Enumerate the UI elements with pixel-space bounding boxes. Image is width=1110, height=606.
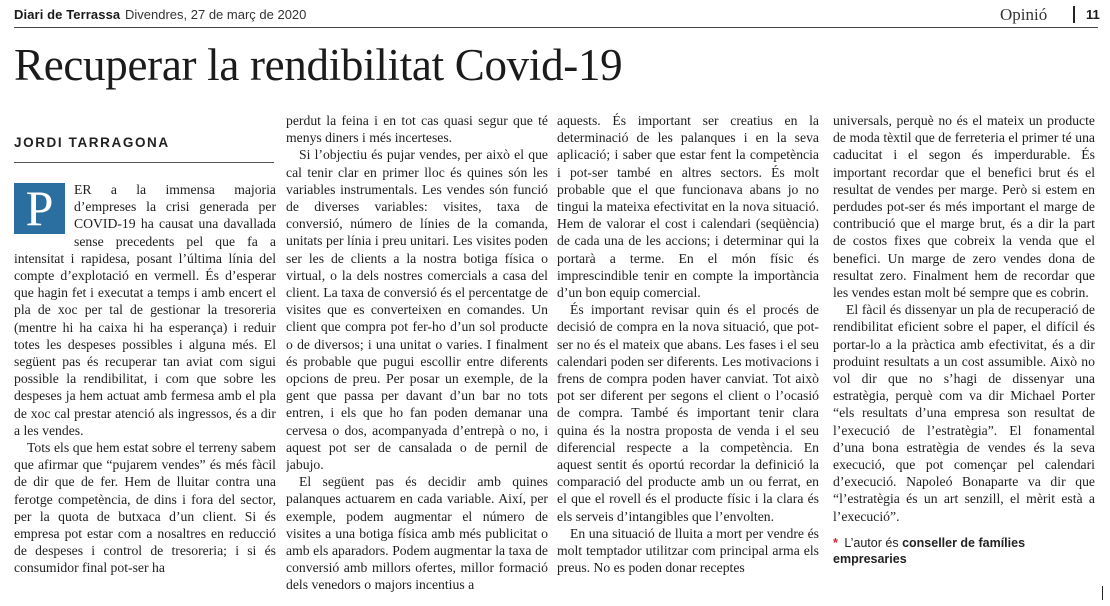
note-marker: * [833, 535, 838, 550]
article-column-1 [14, 181, 276, 601]
article-paragraph: En una situació de lluita a mort per vendre és molt temptador utilitzar com principal arma els preus. No es poden donar receptes [557, 525, 819, 576]
article-paragraph: El següent pas és decidir amb quines palanques actuarem en cada variable. Així, per exemple, podem augmentar el número de visites a una botiga física amb més publicitat o amb els aparadors. Podem augmentar la taxa de conversió amb millors ofertes, millor formació dels venedors o majors incentius a [286, 474, 548, 593]
note-prefix: L’autor és [844, 535, 899, 550]
article-paragraph: aquests. És important ser creatius en la determinació de les palanques i en la seva aplicació; i saber que estar fent la competència i pot-ser també en altres sectors. És molt probable que el que funcionava abans jo no tingui la mateixa efectivitat en la nova situació. Hem de valorar el cost i calendari (seqüència) de cada una de les accions; i determinar qui la portarà a terme. En el món físic és imprescindible tenir en compte la importància d’un bon equip comercial. [557, 113, 819, 301]
article-column-2 [286, 112, 548, 604]
article-author: JORDI TARRAGONA [14, 135, 170, 150]
author-note [833, 535, 1095, 567]
article-column-4 [833, 112, 1095, 604]
masthead [14, 4, 1106, 26]
section-name: Opinió [1000, 5, 1048, 24]
masthead-divider [1073, 6, 1075, 23]
article-paragraph: perdut la feina i en tot cas quasi segur que té menys diners i més incerteses. [286, 113, 548, 146]
drop-cap: P [14, 183, 65, 234]
page-edge-mark [1102, 586, 1103, 600]
masthead-rule [14, 27, 1098, 28]
paragraph-text: ER a la immensa majoria d’empreses la crisi generada per COVID-19 ha causat una davallada sense precedents pel que fa a intensitat i rapidesa, posant l’última línia del compte d’explotació en vermell. És d’esperar que hagin fet i executat a temps i amb encert el pla de xoc per tal de gestionar la tresoreria (mentre hi ha caixa hi ha esperança) i reduir totes les despeses possibles i alguna més. El següent pas és recuperar tan aviat com sigui possible la rendibilitat, i com que sobre les despeses ja hem actuat amb fermesa amb el pla de xoc cal prestar atenció als ingressos, és a dir a les vendes. [14, 182, 276, 438]
article-column-3 [557, 112, 819, 604]
article-paragraph: El fàcil és dissenyar un pla de recuperació de rendibilitat eficient sobre el paper, el difícil és portar-lo a la pràctica amb efectivitat, és a dir produint resultats a un cost assumible. Això no vol dir que no s’hagi de dissenyar una estratègia, perquè com va dir Michael Porter “els resultats d’una empresa son resultat de l’execució de l’estratègia”. El fonamental d’una bona estratègia de vendes és la seva execució, que pot començar pel calendari d’execució. Napoleó Bonaparte va dir que “l’estratègia és un art senzill, el mèrit està a l’execució”. [833, 302, 1095, 524]
author-rule [14, 162, 274, 163]
article-paragraph [14, 181, 276, 439]
article-paragraph: Si l’objectiu és pujar vendes, per això el que cal tenir clar en primer lloc és quines són les variables instrumentals. Les vendes són funció de diverses variables: visites, taxa de conversió, número de línies de la comanda, unitats per línia i preu unitari. Les visites poden ser les de clients a la nostra botiga física o virtual, o la dels nostres comercials a casa del client. La taxa de conversió és el percentatge de visites que es converteixen en comandes. Un client que compra pot fer-ho d’un sol producte o de diversos; i una unitat o varies. I finalment és probable que pugui escollir entre diferents opcions de preu. Per posar un exemple, de la gent que passa per davant d’un bar no tots entren, i els que ho fan poden demanar una cervesa o dos, acompanyada d’entrepà o no, i aquest pot ser de cansalada o de pernil de jabujo. [286, 147, 548, 473]
newspaper-name: Diari de Terrassa [14, 7, 121, 22]
issue-date: Divendres, 27 de març de 2020 [125, 7, 307, 22]
page-number: 11 [1086, 7, 1100, 22]
article-paragraph: És important revisar quin és el procés de decisió de compra en la nova situació, que pot-ser no és el mateix que abans. Les fases i el seu calendari poden ser diferents. Les motivacions i frens de compra poden haver canviat. Tot això pot ser diferent per segons el client o l’ocasió de compra. També és important tenir clara quina és la nostra proposta de venda i el seu diferencial respecte a la competència. En aquest sentit és oportú recordar la definició la comparació del producte amb un ou ferrat, en el que el rovell és el producte físic i la clara és els serveis d’intangibles que l’envolten. [557, 302, 819, 524]
article-paragraph: universals, perquè no és el mateix un producte de moda tèxtil que de ferreteria el primer té una caducitat i el segon és imperdurable. És important recordar que el benefici brut és el resultat de vendes per marge. Però si estem en perdudes pot-ser és més important el marge de contribució que el marge brut, és a dir la part de costos fixes que cobreix la venda que el benefici. Un marge de zero vendes dona de resultat zero. Finalment hem de recordar que les vendes estan molt bé sempre que es cobrin. [833, 113, 1095, 301]
article-paragraph: Tots els que hem estat sobre el terreny sabem que afirmar que “pujarem vendes” és més fàcil de dir que de fer. Hem de lluitar contra una ferotge competència, de dins i fora del sector, per la quota de butxaca d’un client. Si és empresa pot estar com a nosaltres en reducció de despeses i control de tresoreria; i si és consumidor final pot-ser ha [14, 440, 276, 576]
article-headline: Recuperar la rendibilitat Covid-19 [14, 40, 623, 90]
author-role: conseller de famílies empresaries [833, 535, 1026, 566]
